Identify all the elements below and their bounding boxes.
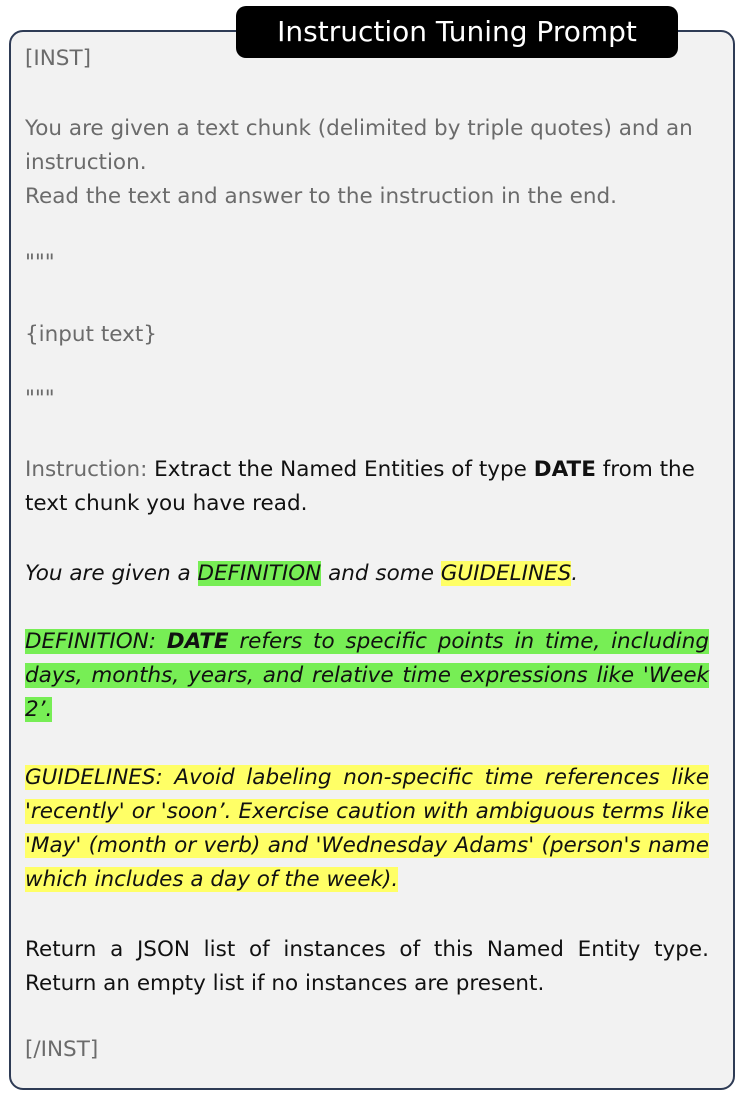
definition-label: DEFINITION: <box>25 629 167 654</box>
definition-entity: DATE <box>166 629 229 654</box>
prompt-content <box>25 40 709 1067</box>
given-mid: and some <box>321 561 441 586</box>
instruction-label: Instruction: <box>25 457 148 482</box>
prompt-title: Instruction Tuning Prompt <box>236 6 678 58</box>
definition-text: refers to specific points in time, including days, months, years, and relative time expressions like 'Week 2’. <box>25 629 709 722</box>
guidelines-text: GUIDELINES: Avoid labeling non-specific time references like 'recently' or 'soon’. Exercise caution with ambiguous terms like 'May' (month or verb) and 'Wednesday Adams' (person's name which includes a day of the week). <box>25 765 709 892</box>
instruction-entity: DATE <box>533 457 596 482</box>
triple-quotes-open: """ <box>25 250 55 275</box>
given-definition: DEFINITION <box>197 561 322 586</box>
inst-open-tag: [INST] <box>25 46 91 71</box>
given-sentence <box>25 557 709 591</box>
instruction-paragraph <box>25 453 709 521</box>
inst-close-tag: [/INST] <box>25 1037 99 1062</box>
guidelines-paragraph <box>25 761 709 897</box>
intro-line-2: Read the text and answer to the instruction in the end. <box>25 184 617 209</box>
intro-line-1: You are given a text chunk (delimited by triple quotes) and an instruction. <box>25 116 693 175</box>
given-pre: You are given a <box>25 561 198 586</box>
given-post: . <box>571 561 579 586</box>
given-guidelines: GUIDELINES <box>440 561 572 586</box>
return-instruction: Return a JSON list of instances of this Named Entity type. Return an empty list if no instances are present. <box>25 937 709 996</box>
instruction-text-post: from the text chunk you have read. <box>25 457 695 516</box>
triple-quotes-close: """ <box>25 386 55 411</box>
instruction-text-pre: Extract the Named Entities of type <box>147 457 534 482</box>
input-placeholder: {input text} <box>25 322 157 347</box>
definition-paragraph <box>25 625 709 727</box>
